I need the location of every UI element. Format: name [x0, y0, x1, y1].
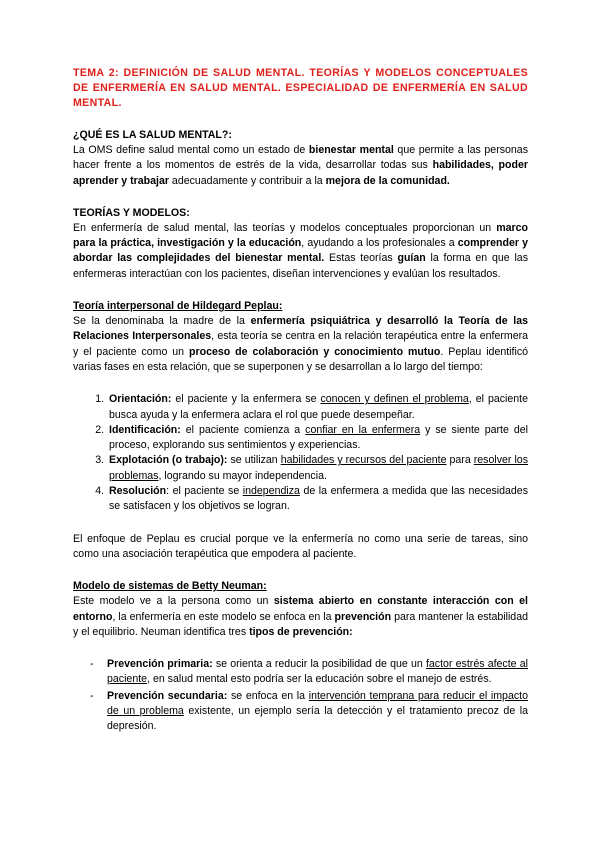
teorias-paragraph: En enfermería de salud mental, las teorías y modelos conceptuales proporcionan un marco para la práctica, investigación y la educación, ayudando a los profesionales a comprender y abordar las complejidades del bienestar mental. Estas teorías guían la forma en que las enfermeras interactúan con los pacientes, diseñan intervenciones y evalúan los resultados. [73, 221, 528, 280]
salud-mental-paragraph: La OMS define salud mental como un estado de bienestar mental que permite a las personas hacer frente a los momentos de estrés de la vida, desarrollar todas sus habilidades, poder aprender y trabajar adecuadamente y contribuir a la mejora de la comunidad. [73, 144, 528, 187]
document-page [73, 66, 528, 736]
section-heading-peplau: Teoría interpersonal de Hildegard Peplau: [73, 300, 283, 313]
peplau-phases-list [73, 392, 528, 514]
neuman-prevention-list [73, 657, 528, 734]
list-item: 4. Resolución: el paciente se independiza de la enfermera a medida que las necesidades se satisfacen y los objetivos se logran. [107, 484, 528, 515]
list-item: 2. Identificación: el paciente comienza a confiar en la enfermera y se siente parte del proceso, explorando sus sentimientos y experiencias. [107, 423, 528, 454]
peplau-paragraph: Se la denominaba la madre de la enfermería psiquiátrica y desarrolló la Teoría de las Relaciones Interpersonales, esta teoría se centra en la relación terapéutica entre la enfermera y el paciente como un proceso de colaboración y conocimiento mutuo. Peplau identificó varias fases en esta relación, que se superponen y se desarrollan a lo largo del tiempo: [73, 315, 529, 373]
section-heading-teorias: TEORÍAS Y MODELOS: [73, 206, 190, 219]
section-heading-neuman: Modelo de sistemas de Betty Neuman: [73, 580, 267, 593]
list-item: 3. Explotación (o trabajo): se utilizan habilidades y recursos del paciente para resolver los problemas, logrando su mayor independencia. [107, 453, 528, 484]
list-item: - Prevención secundaria: se enfoca en la intervención temprana para reducir el impacto de un problema existente, un ejemplo sería la detección y el tratamiento precoz de la depresión. [107, 689, 528, 735]
section-heading-salud-mental: ¿QUÉ ES LA SALUD MENTAL?: [73, 129, 232, 141]
list-item: 1. Orientación: el paciente y la enfermera se conocen y definen el problema, el paciente busca ayuda y la enfermera aclara el rol que puede desempeñar. [107, 392, 528, 423]
document-title: TEMA 2: DEFINICIÓN DE SALUD MENTAL. TEORÍAS Y MODELOS CONCEPTUALES DE ENFERMERÍA EN SALUD MENTAL. ESPECIALIDAD DE ENFERMERÍA EN SALUD MENTAL. [73, 67, 528, 109]
list-item: - Prevención primaria: se orienta a reducir la posibilidad de que un factor estrés afecte al paciente, en salud mental esto podría ser la educación sobre el manejo de estrés. [107, 657, 528, 688]
peplau-closing-paragraph: El enfoque de Peplau es crucial porque ve la enfermería no como una serie de tareas, sino como una asociación terapéutica que empodera al paciente. [73, 532, 528, 560]
neuman-paragraph: Este modelo ve a la persona como un sistema abierto en constante interacción con el entorno, la enfermería en este modelo se enfoca en la prevención para mantener la estabilidad y el equilibrio. Neuman identifica tres tipos de prevención: [73, 595, 528, 638]
